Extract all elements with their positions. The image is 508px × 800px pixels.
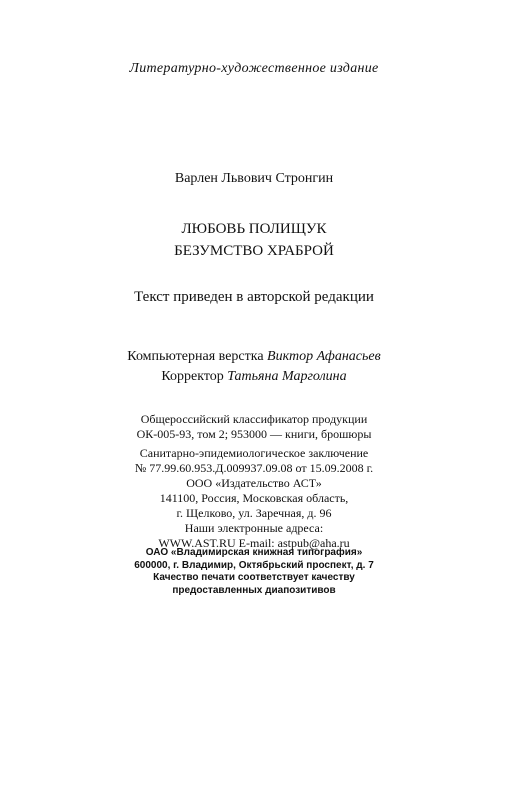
publisher-web-email: WWW.AST.RU E-mail: astpub@aha.ru [158,536,350,550]
print-quality-line: Качество печати соответствует качеству [153,572,355,583]
sanitary-line: № 77.99.60.953.Д.009937.09.08 от 15.09.2008 г. [134,461,374,475]
credit-proofreader [0,369,508,385]
credit-role: Корректор [161,369,224,384]
printing-house-address: 600000, г. Владимир, Октябрьский проспект, д. 7 [134,559,374,571]
classifier-line: Общероссийский классификатор продукции [140,412,368,426]
publisher-info [0,476,508,551]
printing-house-info [0,547,508,597]
genre-label: Литературно-художественное издание [129,61,379,76]
print-quality-line: предоставленных диапозитивов [172,584,336,596]
title-line: ЛЮБОВЬ ПОЛИЩУК [181,221,327,237]
author-name: Варлен Львович Стронгин [174,171,334,186]
sanitary-line: Санитарно-эпидемиологическое заключение [139,446,369,460]
title-line: БЕЗУМСТВО ХРАБРОЙ [174,243,334,259]
credit-name: Виктор Афанасьев [267,349,381,364]
publisher-line: Наши электронные адреса: [184,521,324,535]
publisher-line: г. Щелково, ул. Заречная, д. 96 [176,506,332,520]
credit-role: Компьютерная верстка [127,349,264,364]
edition-note: Текст приведен в авторской редакции [134,289,374,305]
credit-layout [0,349,508,365]
printing-house-name: ОАО «Владимирская книжная типография» [145,547,363,558]
credit-name: Татьяна Марголина [227,369,347,384]
sanitary-certificate [0,446,508,476]
publisher-line: 141100, Россия, Московская область, [159,491,349,505]
publisher-line: ООО «Издательство АСТ» [186,476,322,490]
book-title [0,218,508,262]
classifier-line: ОК-005-93, том 2; 953000 — книги, брошюры [136,427,372,441]
product-classifier [0,412,508,442]
